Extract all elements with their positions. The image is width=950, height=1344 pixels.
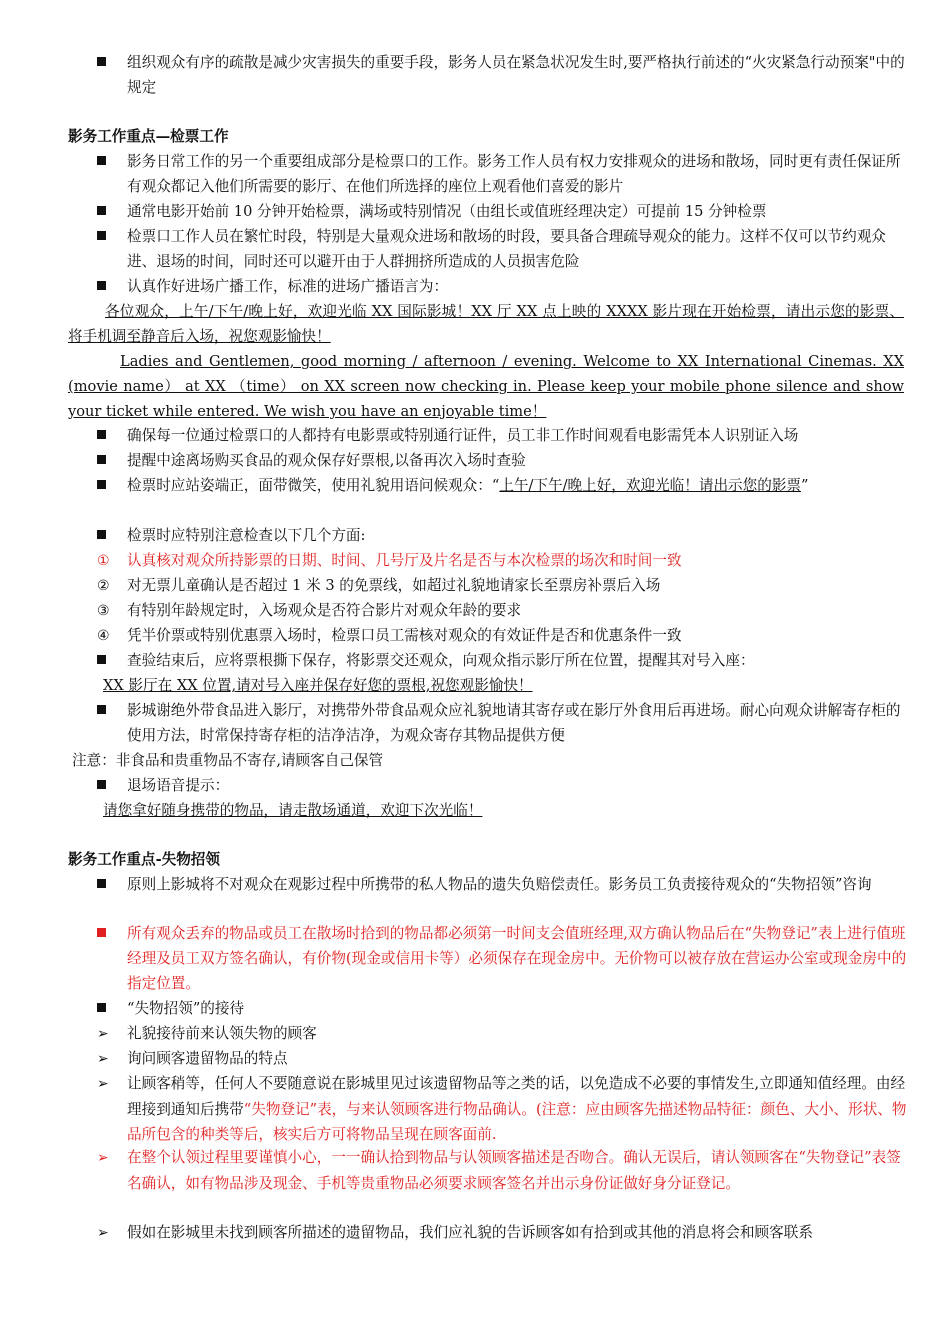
square-bullet-icon	[97, 281, 106, 290]
bullet-item: 提醒中途离场购买食品的观众保存好票根,以备再次入场时查验	[97, 448, 909, 473]
numbered-item: ② 对无票儿童确认是否超过 1 米 3 的免票线，如超过礼貌地请家长至票房补票后入场	[97, 577, 661, 594]
bullet-item: “失物招领”的接待	[97, 996, 909, 1021]
broadcast-script-en: Ladies and Gentlemen, good morning / afternoon / evening. Welcome to XX International Cinemas. XX (movie name） at XX （time） on XX screen now checking in. Please keep your mobile phone silence and show your ticket while entered. We wish you have an enjoyable time！	[68, 353, 904, 420]
arrow-bullet-icon: ➢	[97, 1225, 109, 1241]
square-bullet-icon	[97, 1003, 106, 1012]
arrow-bullet-icon: ➢	[97, 1076, 109, 1092]
arrow-item: ➢ 在整个认领过程里要谨慎小心，一一确认拾到物品与认领顾客描述是否吻合。确认无误后，请认领顾客在“失物登记”表签名确认，如有物品涉及现金、手机等贵重物品必须要求顾客签名并出示身份证做好身分证登记。	[97, 1145, 909, 1196]
red-arrow-bullet-icon: ➢	[97, 1150, 109, 1166]
square-bullet-icon	[97, 57, 106, 66]
arrow-bullet-icon: ➢	[97, 1026, 109, 1042]
numbered-item: ③ 有特别年龄规定时，入场观众是否符合影片对观众年龄的要求	[97, 602, 522, 619]
broadcast-script-cn: 各位观众，上午/下午/晚上好，欢迎光临 XX 国际影城！XX 厅 XX 点上映的 XXXX 影片现在开始检票，请出示您的影票、将手机调至静音后入场，祝您观影愉快！	[68, 303, 904, 345]
square-bullet-icon	[97, 705, 106, 714]
arrow-item: ➢ 让顾客稍等，任何人不要随意说在影城里见过该遗留物品等之类的话，以免造成不必要的事情发生,立即通知值经理。由经理接到通知后携带“失物登记”表，与来认领顾客进行物品确认。(注意：应由顾客先描述物品特征：颜色、大小、形状、物品所包含的种类等后，核实后方可将物品呈现在顾客面前.	[97, 1071, 909, 1147]
square-bullet-icon	[97, 530, 106, 539]
seating-script: XX 影厅在 XX 位置,请对号入座并保存好您的票根,祝您观影愉快！	[103, 677, 533, 694]
bullet-item: 检票口工作人员在繁忙时段，特别是大量观众进场和散场的时段，要具备合理疏导观众的能力。这样不仅可以节约观众进、退场的时间，同时还可以避开由于人群拥挤所造成的人员损害危险	[97, 224, 909, 274]
bullet-item: 所有观众丢弃的物品或员工在散场时拾到的物品都必须第一时间支会值班经理,双方确认物品后在“失物登记”表上进行值班经理及员工双方签名确认，有价物(现金或信用卡等）必须保存在现金房中。无价物可以被存放在营运办公室或现金房中的指定位置。	[97, 921, 909, 996]
bullet-item: 影务日常工作的另一个重要组成部分是检票口的工作。影务工作人员有权力安排观众的进场和散场，同时更有责任保证所有观众都记入他们所需要的影厅、在他们所选择的座位上观看他们喜爱的影片	[97, 149, 909, 199]
numbered-item: ④ 凭半价票或特别优惠票入场时，检票口员工需核对观众的有效证件是否和优惠条件一致	[97, 627, 682, 644]
bullet-item: 检票时应特别注意检查以下几个方面:	[97, 523, 909, 548]
square-bullet-icon	[97, 206, 106, 215]
bullet-item: 原则上影城将不对观众在观影过程中所携带的私人物品的遗失负赔偿责任。影务员工负责接待观众的“失物招领”咨询	[97, 872, 909, 897]
bullet-item: 通常电影开始前 10 分钟开始检票，满场或特别情况（由组长或值班经理决定）可提前 15 分钟检票	[97, 199, 909, 224]
square-bullet-icon	[97, 231, 106, 240]
bullet-item: 查验结束后，应将票根撕下保存，将影票交还观众，向观众指示影厅所在位置，提醒其对号入座：	[97, 648, 909, 673]
arrow-item: ➢ 礼貌接待前来认领失物的顾客	[97, 1021, 909, 1047]
square-bullet-icon	[97, 879, 106, 888]
square-bullet-icon	[97, 455, 106, 464]
note-text: 注意：非食品和贵重物品不寄存,请顾客自己保管	[72, 752, 384, 769]
square-bullet-icon	[97, 655, 106, 664]
square-bullet-icon	[97, 780, 106, 789]
red-square-bullet-icon	[97, 928, 106, 937]
bullet-item: 确保每一位通过检票口的人都持有电影票或特别通行证件，员工非工作时间观看电影需凭本人识别证入场	[97, 423, 909, 448]
numbered-item: ① 认真核对观众所持影票的日期、时间、几号厅及片名是否与本次检票的场次和时间一致	[97, 552, 682, 569]
section-heading: 影务工作重点-失物招领	[68, 851, 220, 868]
bullet-item: 影城谢绝外带食品进入影厅，对携带外带食品观众应礼貌地请其寄存或在影厅外食用后再进场。耐心向观众讲解寄存柜的使用方法，时常保持寄存柜的洁净洁净，为观众寄存其物品提供方便	[97, 698, 909, 748]
arrow-item: ➢ 假如在影城里未找到顾客所描述的遗留物品，我们应礼貌的告诉顾客如有拾到或其他的消息将会和顾客联系	[97, 1220, 909, 1246]
bullet-item: 退场语音提示：	[97, 773, 909, 798]
square-bullet-icon	[97, 480, 106, 489]
square-bullet-icon	[97, 156, 106, 165]
arrow-bullet-icon: ➢	[97, 1051, 109, 1067]
bullet-item: 认真作好进场广播工作，标准的进场广播语言为：	[97, 274, 909, 299]
bullet-item: 组织观众有序的疏散是减少灾害损失的重要手段，影务人员在紧急状况发生时,要严格执行前述的“火灾紧急行动预案"中的规定	[97, 50, 909, 100]
arrow-item: ➢ 询问顾客遗留物品的特点	[97, 1046, 909, 1072]
section-heading: 影务工作重点—检票工作	[68, 128, 229, 145]
bullet-item: 检票时应站姿端正，面带微笑，使用礼貌用语问候观众：“上午/下午/晚上好，欢迎光临！请出示您的影票”	[97, 473, 909, 498]
square-bullet-icon	[97, 430, 106, 439]
exit-script: 请您拿好随身携带的物品，请走散场通道，欢迎下次光临！	[103, 802, 483, 819]
